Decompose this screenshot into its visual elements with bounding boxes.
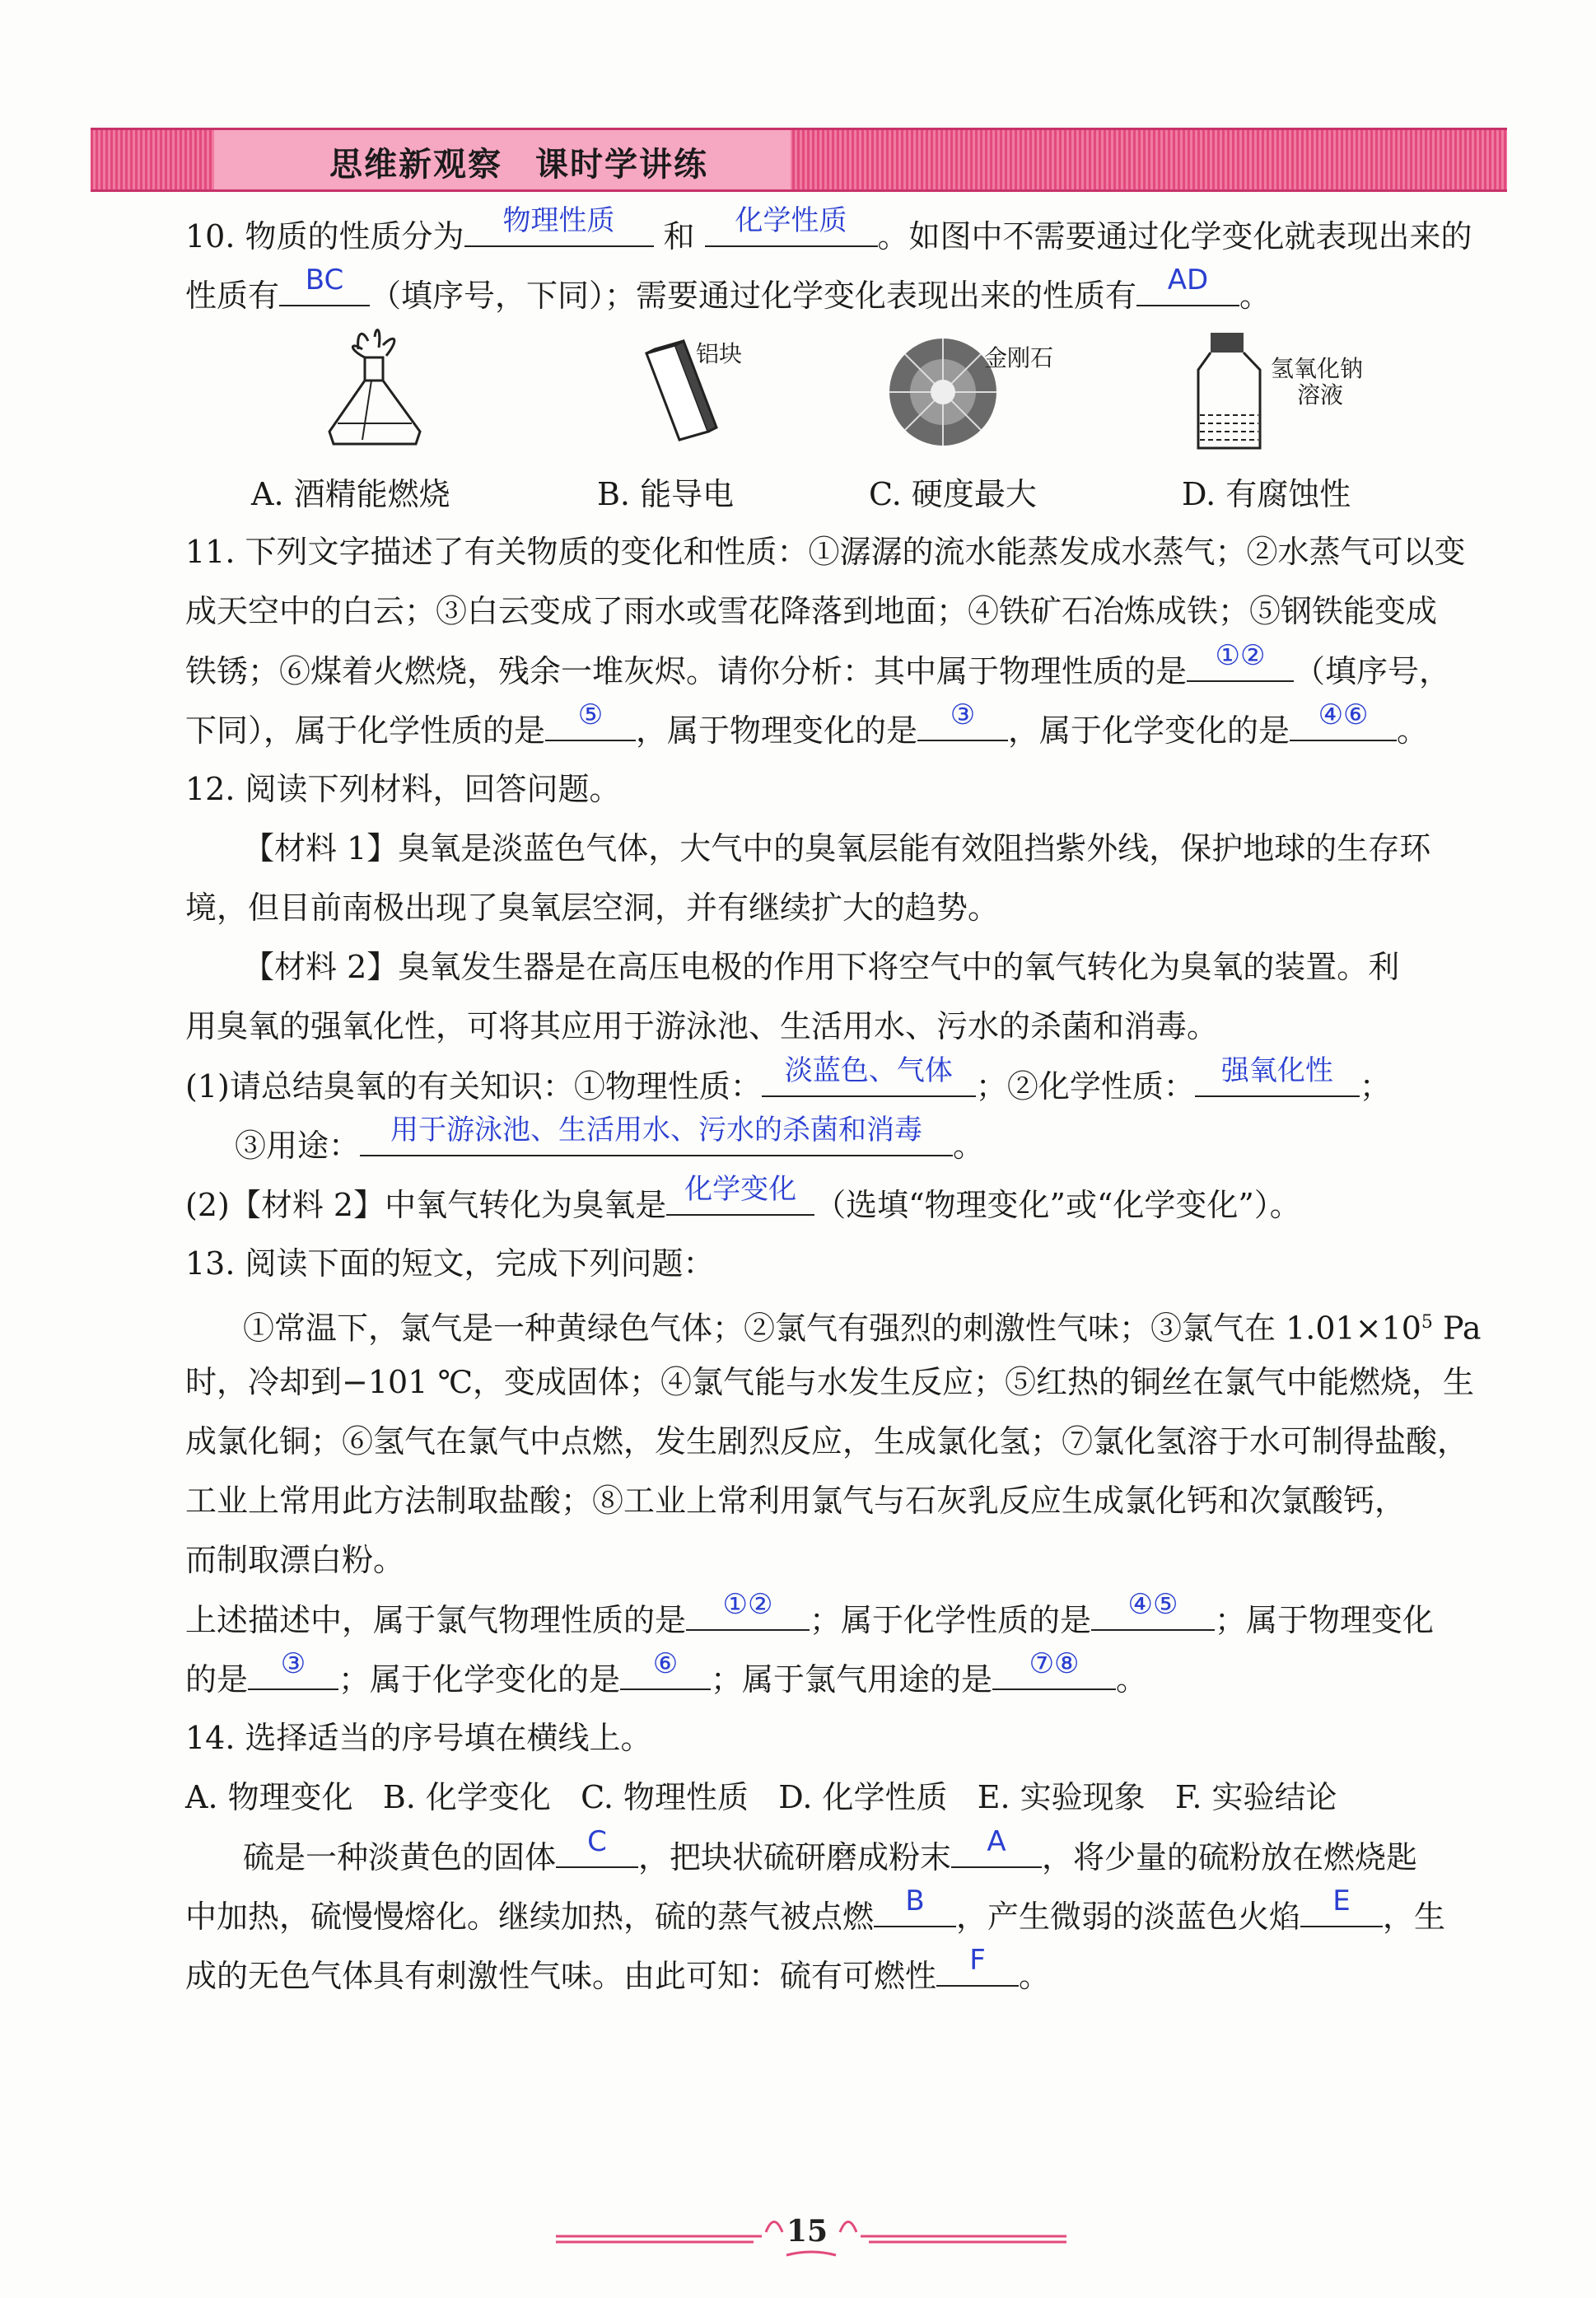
- diamond-label: 金刚石: [984, 344, 1054, 371]
- q13-blank4[interactable]: ⑥: [620, 1649, 711, 1690]
- caption-c: C. 硬度最大: [869, 476, 1037, 512]
- q12-blank4[interactable]: 化学变化: [666, 1175, 814, 1216]
- q11-blank4[interactable]: ④⑥: [1290, 700, 1397, 741]
- q12-blank2[interactable]: 强氧化性: [1195, 1056, 1360, 1097]
- q10-line2: 性质有 BC （填序号，下同）；需要通过化学变化表现出来的性质有 AD 。: [185, 264, 1272, 314]
- aluminum-label: 铝块: [696, 340, 743, 367]
- q12-line2: 【材料 1】臭氧是淡蓝色气体，大气中的臭氧层能有效阻挡紫外线，保护地球的生存环: [243, 830, 1431, 866]
- q14-line3: 硫是一种淡黄色的固体 C ，把块状硫研磨成粉末 A ，将少量的硫粉放在燃烧匙: [243, 1825, 1418, 1875]
- q12-line6: (1)请总结臭氧的有关知识：①物理性质： 淡蓝色、气体 ；②化学性质： 强氧化性 ；: [185, 1054, 1391, 1105]
- header-right: 课时学讲练: [535, 146, 708, 184]
- naoh-label-2: 溶液: [1297, 381, 1344, 409]
- q11-blank3[interactable]: ③: [917, 700, 1008, 741]
- q13-line7: 上述描述中，属于氯气物理性质的是 ①② ；属于化学性质的是 ④⑤ ；属于物理变化: [185, 1588, 1435, 1638]
- page-footer: [556, 2207, 1066, 2265]
- q11-blank1[interactable]: ①②: [1187, 641, 1294, 682]
- caption-a: A. 酒精能燃烧: [251, 476, 450, 512]
- q14-blank1[interactable]: C: [556, 1827, 638, 1868]
- header-title: [329, 138, 741, 185]
- q13-blank1[interactable]: ①②: [686, 1590, 810, 1631]
- q11-line2: 成天空中的白云；③白云变成了雨水或雪花降落到地面；④铁矿石冶炼成铁；⑤钢铁能变成: [185, 593, 1438, 629]
- q12-line7: ③用途： 用于游泳池、生活用水、污水的杀菌和消毒 。: [235, 1114, 985, 1164]
- q12-line8: (2)【材料 2】中氧气转化为臭氧是 化学变化 （选填“物理变化”或“化学变化”）。: [185, 1173, 1301, 1223]
- worksheet-content: [185, 204, 1482, 2005]
- q13-line8: 的是 ③ ；属于化学变化的是 ⑥ ；属于氯气用途的是 ⑦⑧ 。: [185, 1647, 1148, 1698]
- q14-line5: 成的无色气体具有刺激性气味。由此可知：硫有可燃性 F 。: [185, 1944, 1051, 1994]
- header-left: 思维新观察: [329, 146, 502, 184]
- q12-line3: 境，但目前南极出现了臭氧层空洞，并有继续扩大的趋势。: [185, 890, 1000, 926]
- q12-line5: 用臭氧的强氧化性，可将其应用于游泳池、生活用水、污水的杀菌和消毒。: [185, 1008, 1219, 1044]
- q13-line4: 成氯化铜；⑥氢气在氯气中点燃，发生剧烈反应，生成氯化氢；⑦氯化氢溶于水可制得盐酸，: [185, 1423, 1469, 1460]
- q11-blank2[interactable]: ⑤: [545, 700, 636, 741]
- q13-line2: ①常温下，氯气是一种黄绿色气体；②氯气有强烈的刺激性气味；③氯气在 $1.01\times 10^5$ Pa: [243, 1310, 1482, 1347]
- q12-blank3[interactable]: 用于游泳池、生活用水、污水的杀菌和消毒: [360, 1115, 953, 1156]
- q12-line4: 【材料 2】臭氧发生器是在高压电极的作用下将空气中的氧气转化为臭氧的装置。利: [243, 949, 1400, 985]
- q10-blank4[interactable]: AD: [1136, 265, 1239, 306]
- q13-blank2[interactable]: ④⑤: [1091, 1590, 1215, 1631]
- q14-line1: 14. 选择适当的序号填在横线上。: [185, 1720, 652, 1756]
- caption-d: D. 有腐蚀性: [1182, 476, 1351, 512]
- q14-options: A. 物理变化 B. 化学变化 C. 物理性质 D. 化学性质 E. 实验现象 F. 实验结论: [185, 1779, 1337, 1815]
- q11-line3: 铁锈；⑥煤着火燃烧，残余一堆灰烬。请你分析：其中属于物理性质的是 ①② （填序号，: [185, 639, 1451, 689]
- q14-blank4[interactable]: E: [1300, 1886, 1383, 1927]
- q11-line1: 11. 下列文字描述了有关物质的变化和性质：①潺潺的流水能蒸发成水蒸气；②水蒸气可以变: [185, 534, 1466, 570]
- q13-blank3[interactable]: ③: [248, 1649, 338, 1690]
- q10-line1: 10. 物质的性质分为 物理性质 和 化学性质 。如图中不需要通过化学变化就表现出来的: [185, 204, 1472, 255]
- q13-line1: 13. 阅读下面的短文，完成下列问题：: [185, 1245, 715, 1282]
- header-banner: [91, 128, 1507, 192]
- q14-line4: 中加热，硫慢慢熔化。继续加热，硫的蒸气被点燃 B ，产生微弱的淡蓝色火焰 E ，生: [185, 1885, 1446, 1935]
- q11-line4: 下同），属于化学性质的是 ⑤ ，属于物理变化的是 ③ ，属于化学变化的是 ④⑥ 。: [185, 698, 1429, 749]
- q13-blank5[interactable]: ⑦⑧: [992, 1649, 1116, 1690]
- q12-line1: 12. 阅读下列材料，回答问题。: [185, 771, 621, 807]
- page-number: 15: [786, 2214, 828, 2249]
- q10-figures: [185, 325, 1470, 514]
- q10-blank3[interactable]: BC: [279, 265, 370, 306]
- q13-line3: 时，冷却到−101 ℃，变成固体；④氯气能与水发生反应；⑤红热的铜丝在氯气中能燃烧，生: [185, 1364, 1474, 1400]
- caption-b: B. 能导电: [597, 476, 735, 512]
- q12-blank1[interactable]: 淡蓝色、气体: [762, 1056, 976, 1097]
- q10-blank2[interactable]: 化学性质: [705, 206, 878, 247]
- q13-line5: 工业上常用此方法制取盐酸；⑧工业上常利用氯气与石灰乳反应生成氯化钙和次氯酸钙，: [185, 1483, 1407, 1519]
- q14-blank2[interactable]: A: [951, 1827, 1042, 1868]
- q14-blank5[interactable]: F: [936, 1945, 1019, 1987]
- q14-blank3[interactable]: B: [874, 1886, 956, 1927]
- naoh-label: 氢氧化钠: [1271, 355, 1364, 382]
- q10-blank1[interactable]: 物理性质: [464, 206, 654, 247]
- q13-line6: 而制取漂白粉。: [185, 1542, 405, 1578]
